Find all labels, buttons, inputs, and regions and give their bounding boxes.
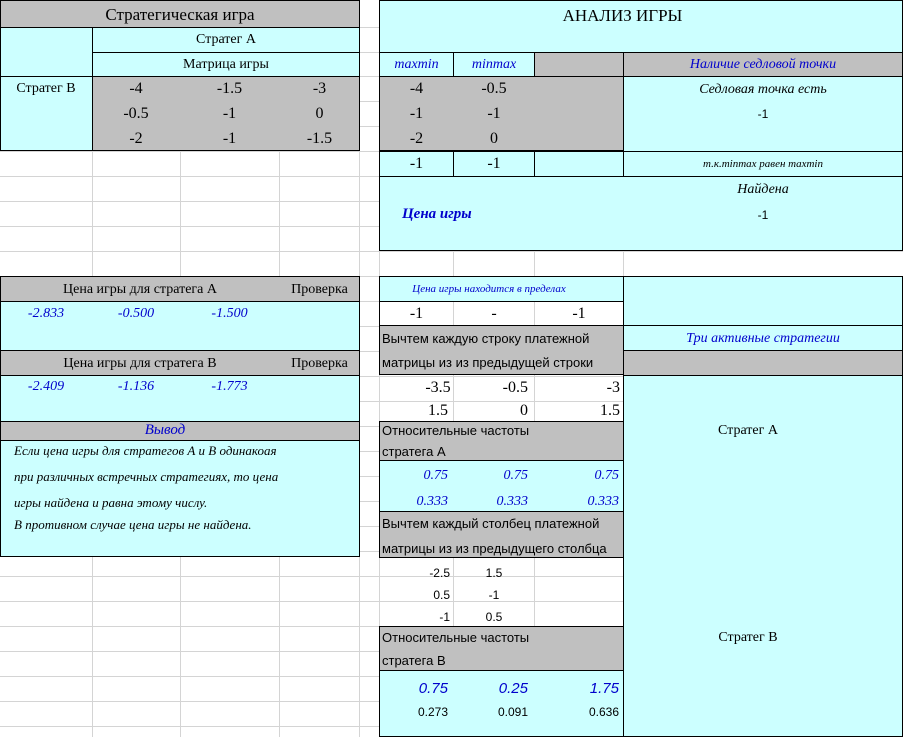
right-gray-cell	[623, 350, 903, 376]
price-a-label: Цена игры для стратега А	[63, 282, 217, 297]
active-strategies-header: Три активные стратегии	[686, 331, 840, 346]
price-a-value: -1.500	[211, 306, 248, 321]
conclusion-line: В противном случае цена игры не найдена.	[14, 517, 252, 532]
matrix-cell: -3	[312, 80, 327, 97]
freq-b-value: 1.75	[589, 680, 619, 697]
maxmin-header: maxmin	[394, 57, 439, 72]
maxmin-value: -1	[409, 105, 424, 122]
minmax-value: -1	[487, 105, 501, 122]
col-diff-value: 1.5	[485, 566, 503, 580]
freq-b-header-line: стратега В	[382, 653, 446, 668]
matrix-cell: -1.5	[216, 80, 243, 97]
analysis-gray-header-cell	[534, 52, 624, 77]
found-label: Найдена	[737, 182, 789, 197]
conclusion-line: при различных встречных стратегиях, то цена	[14, 469, 279, 484]
row-diff-value: -3	[606, 379, 620, 396]
minmax-value: -0.5	[481, 80, 507, 97]
game-title: Стратегическая игра	[105, 5, 255, 24]
row-diff-value: -3.5	[425, 379, 451, 396]
empty-result-cell	[534, 151, 624, 177]
col-diff-value: 0.5	[485, 610, 503, 624]
price-b-value: -1.136	[117, 379, 155, 394]
conclusion-line: игры найдена и равна этому числу.	[14, 495, 208, 510]
saddle-note: т.к.minmax равен maxmin	[703, 158, 823, 170]
matrix-cell: -1	[222, 130, 237, 147]
price-a-value: -0.500	[117, 306, 155, 321]
game-value: -1	[757, 208, 769, 222]
matrix-cell: -2	[129, 130, 143, 147]
col-diff-value: -1	[488, 588, 500, 602]
minmax-result: -1	[487, 155, 501, 172]
price-b-check: Проверка	[291, 356, 348, 371]
analysis-title: АНАЛИЗ ИГРЫ	[562, 6, 683, 25]
range-dash: -	[491, 305, 497, 322]
price-a-check: Проверка	[291, 282, 348, 297]
maxmin-value: -2	[409, 130, 424, 147]
freq-b-value: 0.25	[498, 680, 528, 697]
row-diff-value: 0	[520, 402, 528, 419]
strategist-b-label: Стратег В	[16, 81, 76, 96]
col-diff-value: -1	[439, 610, 450, 624]
freq-a-value: 0.75	[423, 468, 448, 483]
range-high: -1	[572, 305, 586, 322]
matrix-cell: -1	[222, 105, 237, 122]
freq-b-value: 0.091	[497, 705, 528, 719]
freq-a-header-line: Относительные частоты	[382, 423, 530, 438]
saddle-header: Наличие седловой точки	[689, 57, 837, 72]
freq-a-value: 0.333	[496, 494, 528, 509]
row-diff-value: -0.5	[502, 379, 528, 396]
minmax-value: 0	[490, 130, 498, 147]
rows-header-line: матрицы из из предыдущей строки	[382, 355, 594, 370]
strategist-a-header: Стратег А	[196, 32, 256, 47]
matrix-cell: -0.5	[123, 105, 149, 122]
game-value-label: Цена игры	[402, 206, 472, 222]
range-low: -1	[409, 305, 424, 322]
range-label: Цена игры находится в пределах	[412, 283, 566, 295]
col-diff-value: -2.5	[429, 566, 450, 580]
freq-a-value: 0.75	[594, 468, 619, 483]
matrix-cell: 0	[315, 105, 324, 122]
minmax-header: minmax	[471, 57, 517, 72]
matrix-cell: -4	[129, 80, 143, 97]
saddle-text: Седловая точка есть	[699, 82, 827, 97]
conclusion-line: Если цена игры для стратегов А и В одинакоая	[14, 443, 277, 458]
row-diff-value: 1.5	[428, 402, 448, 419]
maxmin-value: -4	[409, 80, 424, 97]
cols-header-line: Вычтем каждый столбец платежной	[382, 516, 600, 531]
maxmin-result: -1	[409, 155, 424, 172]
price-b-value: -2.409	[27, 379, 65, 394]
freq-a-value: 0.75	[503, 468, 528, 483]
strategist-corner-cell	[0, 27, 93, 77]
freq-a-header-line: стратега А	[382, 444, 446, 459]
row-diff-value: 1.5	[600, 402, 620, 419]
matrix-cell: -1.5	[306, 130, 333, 147]
freq-b-value: 0.636	[588, 705, 619, 719]
price-b-value: -1.773	[211, 379, 248, 394]
saddle-value: -1	[757, 107, 769, 121]
rows-header-line: Вычтем каждую строку платежной	[382, 331, 590, 346]
price-a-value: -2.833	[27, 306, 65, 321]
freq-a-value: 0.333	[587, 494, 619, 509]
right-strategist-a: Стратег А	[718, 423, 778, 438]
matrix-label: Матрица игры	[183, 57, 269, 72]
freq-a-value: 0.333	[416, 494, 448, 509]
price-b-label: Цена игры для стратега В	[63, 356, 217, 371]
conclusion-title: Вывод	[144, 422, 186, 438]
right-top-cell	[623, 276, 903, 326]
freq-b-value: 0.273	[417, 705, 448, 719]
freq-b-value: 0.75	[418, 680, 448, 697]
freq-b-header-line: Относительные частоты	[382, 630, 530, 645]
right-strategist-b: Стратег В	[718, 630, 778, 645]
col-diff-value: 0.5	[433, 588, 450, 602]
cols-header-line: матрицы из из предыдущего столбца	[382, 541, 607, 556]
